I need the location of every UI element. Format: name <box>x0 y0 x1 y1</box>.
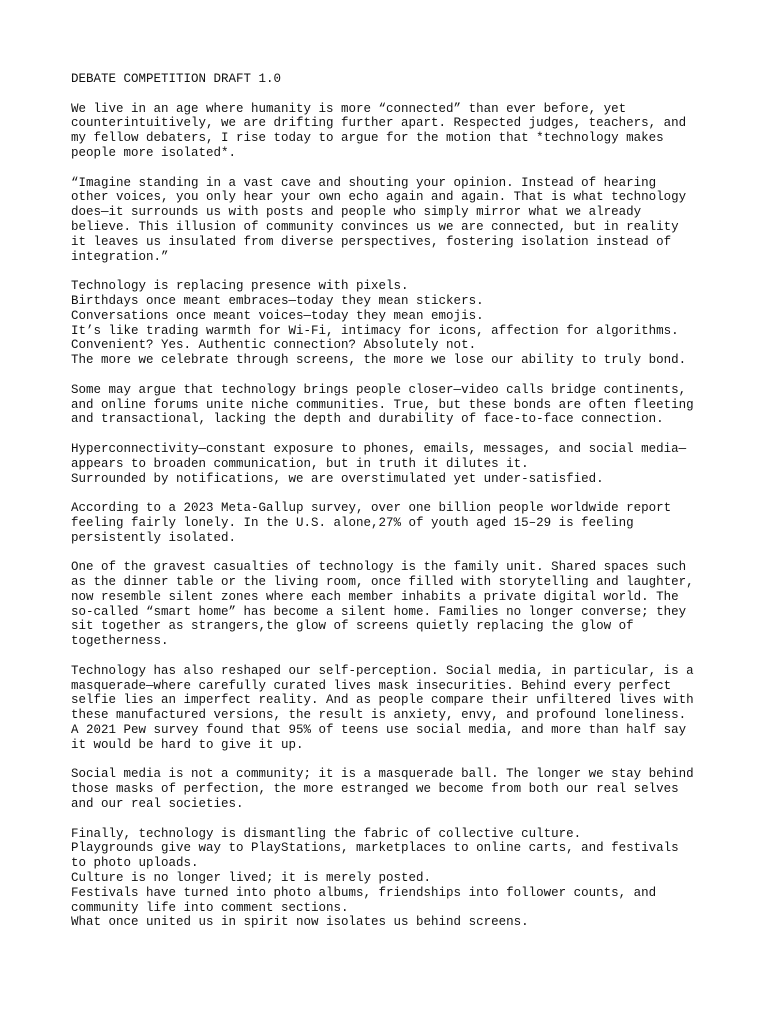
text-line: Convenient? Yes. Authentic connection? Absolutely not. <box>71 338 477 353</box>
text-line: those masks of perfection, the more estranged we become from both our real selves <box>71 782 679 797</box>
paragraph-1 <box>71 102 728 161</box>
paragraph-8 <box>71 664 728 753</box>
text-line: masquerade—where carefully curated lives mask insecurities. Behind every perfect <box>71 678 672 693</box>
text-line: and transactional, lacking the depth and durability of face-to-face connection. <box>71 412 664 427</box>
text-line: integration.” <box>71 249 169 264</box>
text-line: It’s like trading warmth for Wi-Fi, intimacy for icons, affection for algorithms. <box>71 323 679 338</box>
text-line: One of the gravest casualties of technology is the family unit. Shared spaces such <box>71 560 687 575</box>
text-line: my fellow debaters, I rise today to argue for the motion that *technology makes <box>71 131 664 146</box>
text-line: Technology is replacing presence with pixels. <box>71 279 409 294</box>
text-line: What once united us in spirit now isolates us behind screens. <box>71 915 529 930</box>
text-line: does—it surrounds us with posts and people who simply mirror what we already <box>71 205 642 220</box>
text-line: these manufactured versions, the result is anxiety, envy, and profound loneliness. <box>71 708 687 723</box>
text-line: We live in an age where humanity is more “connected” than ever before, yet <box>71 101 627 116</box>
text-line: Technology has also reshaped our self-perception. Social media, in particular, is a <box>71 663 694 678</box>
text-line: selfie lies an imperfect reality. And as people compare their unfiltered lives with <box>71 693 694 708</box>
paragraph-7 <box>71 560 728 649</box>
text-line: as the dinner table or the living room, once filled with storytelling and laughter, <box>71 575 694 590</box>
text-line: it would be hard to give it up. <box>71 737 304 752</box>
text-line: believe. This illusion of community convinces us we are connected, but in reality <box>71 219 679 234</box>
text-line: to photo uploads. <box>71 856 199 871</box>
paragraph-4 <box>71 383 728 427</box>
text-line: togetherness. <box>71 634 169 649</box>
text-line: A 2021 Pew survey found that 95% of teens use social media, and more than half say <box>71 723 687 738</box>
paragraph-5 <box>71 442 728 486</box>
paragraph-2 <box>71 176 728 265</box>
text-line: Conversations once meant voices—today they mean emojis. <box>71 308 484 323</box>
text-line: appears to broaden communication, but in truth it dilutes it. <box>71 456 529 471</box>
text-line: Finally, technology is dismantling the fabric of collective culture. <box>71 826 582 841</box>
text-line: persistently isolated. <box>71 530 237 545</box>
text-line: The more we celebrate through screens, the more we lose our ability to truly bond. <box>71 353 687 368</box>
text-line: Culture is no longer lived; it is merely posted. <box>71 871 432 886</box>
text-line: and online forums unite niche communities. True, but these bonds are often fleeting <box>71 397 694 412</box>
text-line: people more isolated*. <box>71 145 237 160</box>
text-line: it leaves us insulated from diverse perspectives, fostering isolation instead of <box>71 234 672 249</box>
paragraph-10 <box>71 827 728 931</box>
text-line: Festivals have turned into photo albums, friendships into follower counts, and <box>71 885 657 900</box>
paragraph-9 <box>71 767 728 811</box>
text-line: feeling fairly lonely. In the U.S. alone,27% of youth aged 15–29 is feeling <box>71 515 634 530</box>
text-line: community life into comment sections. <box>71 900 349 915</box>
text-line: sit together as strangers,the glow of screens quietly replacing the glow of <box>71 619 634 634</box>
text-line: According to a 2023 Meta-Gallup survey, over one billion people worldwide report <box>71 501 672 516</box>
text-line: Social media is not a community; it is a masquerade ball. The longer we stay behind <box>71 767 694 782</box>
text-line: so-called “smart home” has become a silent home. Families no longer converse; they <box>71 604 687 619</box>
text-line: Hyperconnectivity—constant exposure to phones, emails, messages, and social media— <box>71 441 687 456</box>
text-line: counterintuitively, we are drifting further apart. Respected judges, teachers, and <box>71 116 687 131</box>
text-line: other voices, you only hear your own echo again and again. That is what technology <box>71 190 687 205</box>
text-line: “Imagine standing in a vast cave and shouting your opinion. Instead of hearing <box>71 175 657 190</box>
text-line: now resemble silent zones where each member inhabits a private digital world. The <box>71 589 679 604</box>
paragraph-3 <box>71 279 728 368</box>
document-body <box>71 102 728 931</box>
document-title: DEBATE COMPETITION DRAFT 1.0 <box>71 72 282 86</box>
text-line: Birthdays once meant embraces—today they mean stickers. <box>71 293 484 308</box>
text-line: Some may argue that technology brings people closer—video calls bridge continents, <box>71 382 687 397</box>
text-line: Surrounded by notifications, we are overstimulated yet under-satisfied. <box>71 471 604 486</box>
text-line: Playgrounds give way to PlayStations, marketplaces to online carts, and festivals <box>71 841 679 856</box>
paragraph-6 <box>71 501 728 545</box>
text-line: and our real societies. <box>71 797 244 812</box>
